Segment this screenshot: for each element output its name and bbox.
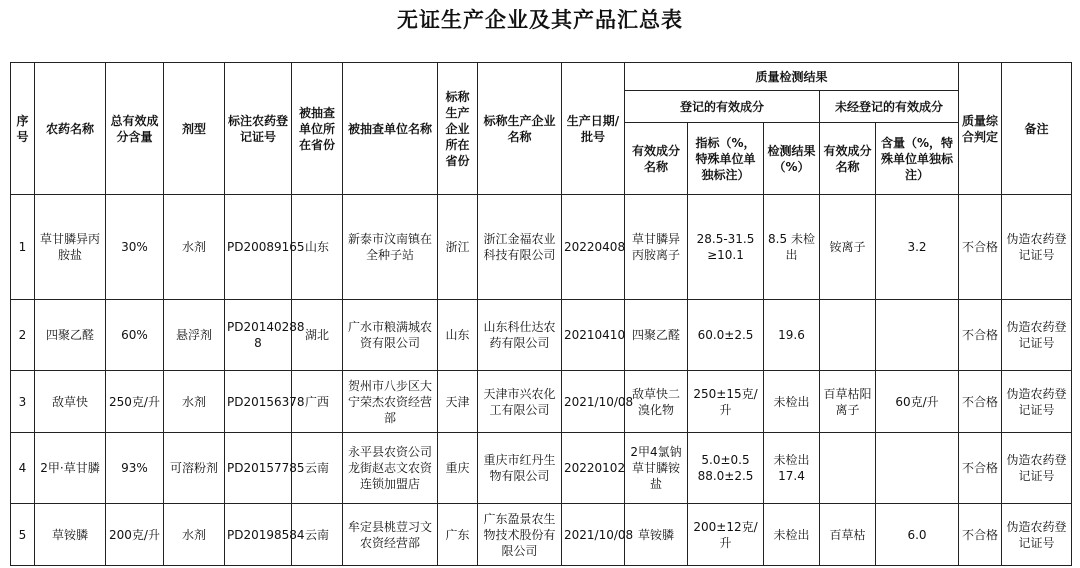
cell-seq: 4	[11, 433, 35, 504]
header-reg-no: 标注农药登记证号	[225, 63, 292, 195]
header-total-content: 总有效成分含量	[106, 63, 164, 195]
cell-mfr-name: 浙江金福农业科技有限公司	[478, 195, 562, 300]
cell-total-content: 200克/升	[106, 504, 164, 566]
cell-seq: 3	[11, 371, 35, 433]
cell-seq: 5	[11, 504, 35, 566]
cell-test-result: 未检出	[764, 504, 820, 566]
table-header	[11, 63, 1072, 195]
cell-spec: 250±15克/升	[688, 371, 764, 433]
cell-formulation: 水剂	[164, 371, 225, 433]
cell-seq: 2	[11, 300, 35, 371]
cell-mfr-province: 浙江	[438, 195, 478, 300]
header-spec: 指标（%，特殊单位单独标注）	[688, 123, 764, 195]
cell-date-batch: 20210410	[562, 300, 625, 371]
header-seq: 序号	[11, 63, 35, 195]
cell-overall: 不合格	[959, 433, 1002, 504]
cell-reg-no: PD20089165	[225, 195, 292, 300]
cell-total-content: 93%	[106, 433, 164, 504]
header-pesticide: 农药名称	[35, 63, 106, 195]
cell-ingredient: 草铵膦	[625, 504, 688, 566]
header-remark: 备注	[1002, 63, 1072, 195]
cell-unreg-ingredient	[820, 300, 876, 371]
cell-mfr-name: 重庆市红丹生物有限公司	[478, 433, 562, 504]
cell-unreg-content: 6.0	[876, 504, 959, 566]
header-test-result: 检测结果（%）	[764, 123, 820, 195]
cell-ingredient: 敌草快二溴化物	[625, 371, 688, 433]
header-unreg-ingredient: 有效成分名称	[820, 123, 876, 195]
cell-ingredient: 草甘膦异丙胺离子	[625, 195, 688, 300]
cell-mfr-province: 重庆	[438, 433, 478, 504]
cell-formulation: 可溶粉剂	[164, 433, 225, 504]
cell-remark: 伪造农药登记证号	[1002, 371, 1072, 433]
cell-unreg-ingredient: 百草枯	[820, 504, 876, 566]
cell-unreg-content	[876, 433, 959, 504]
header-registered: 登记的有效成分	[625, 91, 820, 123]
cell-test-result: 8.5 未检出	[764, 195, 820, 300]
cell-province: 湖北	[292, 300, 343, 371]
cell-unit-name: 永平县农资公司龙街赵志文农资连锁加盟店	[343, 433, 438, 504]
cell-unit-name: 贺州市八步区大宁荣杰农资经营部	[343, 371, 438, 433]
table-row	[11, 504, 1072, 566]
cell-mfr-province: 天津	[438, 371, 478, 433]
cell-unreg-ingredient: 百草枯阳离子	[820, 371, 876, 433]
cell-province: 云南	[292, 504, 343, 566]
cell-ingredient: 四聚乙醛	[625, 300, 688, 371]
cell-date-batch: 2021/10/08	[562, 371, 625, 433]
cell-province: 广西	[292, 371, 343, 433]
cell-total-content: 60%	[106, 300, 164, 371]
cell-formulation: 悬浮剂	[164, 300, 225, 371]
cell-unreg-ingredient	[820, 433, 876, 504]
cell-overall: 不合格	[959, 195, 1002, 300]
cell-unreg-content: 3.2	[876, 195, 959, 300]
summary-table	[10, 62, 1072, 566]
cell-test-result: 未检出	[764, 371, 820, 433]
header-date-batch: 生产日期/批号	[562, 63, 625, 195]
cell-formulation: 水剂	[164, 195, 225, 300]
cell-reg-no: PD20198584	[225, 504, 292, 566]
cell-pesticide: 四聚乙醛	[35, 300, 106, 371]
cell-pesticide: 敌草快	[35, 371, 106, 433]
header-overall: 质量综合判定	[959, 63, 1002, 195]
cell-province: 山东	[292, 195, 343, 300]
cell-date-batch: 20220408	[562, 195, 625, 300]
header-mfr-name: 标称生产企业名称	[478, 63, 562, 195]
cell-unreg-content: 60克/升	[876, 371, 959, 433]
header-province: 被抽查单位所在省份	[292, 63, 343, 195]
cell-spec: 5.0±0.5 88.0±2.5	[688, 433, 764, 504]
cell-test-result: 19.6	[764, 300, 820, 371]
header-unit-name: 被抽查单位名称	[343, 63, 438, 195]
cell-remark: 伪造农药登记证号	[1002, 195, 1072, 300]
cell-spec: 60.0±2.5	[688, 300, 764, 371]
cell-remark: 伪造农药登记证号	[1002, 433, 1072, 504]
cell-mfr-name: 广东盈景农生物技术股份有限公司	[478, 504, 562, 566]
cell-formulation: 水剂	[164, 504, 225, 566]
cell-pesticide: 草甘膦异丙胺盐	[35, 195, 106, 300]
cell-mfr-province: 广东	[438, 504, 478, 566]
cell-test-result: 未检出 17.4	[764, 433, 820, 504]
cell-pesticide: 2甲·草甘膦	[35, 433, 106, 504]
header-quality-results: 质量检测结果	[625, 63, 959, 91]
header-unreg-content: 含量（%，特殊单位单独标注）	[876, 123, 959, 195]
cell-total-content: 250克/升	[106, 371, 164, 433]
cell-overall: 不合格	[959, 504, 1002, 566]
cell-pesticide: 草铵膦	[35, 504, 106, 566]
cell-seq: 1	[11, 195, 35, 300]
cell-unit-name: 广水市粮满城农资有限公司	[343, 300, 438, 371]
header-mfr-province: 标称生产企业所在省份	[438, 63, 478, 195]
cell-spec: 28.5-31.5 ≥10.1	[688, 195, 764, 300]
page-title: 无证生产企业及其产品汇总表	[397, 8, 683, 32]
table-row	[11, 433, 1072, 504]
cell-ingredient: 2甲4氯钠 草甘膦铵盐	[625, 433, 688, 504]
header-formulation: 剂型	[164, 63, 225, 195]
cell-province: 云南	[292, 433, 343, 504]
cell-mfr-name: 山东科仕达农药有限公司	[478, 300, 562, 371]
header-unregistered: 未经登记的有效成分	[820, 91, 959, 123]
cell-reg-no: PD20140288 8	[225, 300, 292, 371]
cell-spec: 200±12克/升	[688, 504, 764, 566]
table-row	[11, 300, 1072, 371]
cell-total-content: 30%	[106, 195, 164, 300]
cell-mfr-name: 天津市兴农化工有限公司	[478, 371, 562, 433]
table-row	[11, 371, 1072, 433]
cell-remark: 伪造农药登记证号	[1002, 504, 1072, 566]
cell-date-batch: 2021/10/08	[562, 504, 625, 566]
cell-overall: 不合格	[959, 371, 1002, 433]
cell-date-batch: 20220102	[562, 433, 625, 504]
cell-remark: 伪造农药登记证号	[1002, 300, 1072, 371]
cell-unit-name: 牟定县桃荳习文农资经营部	[343, 504, 438, 566]
cell-mfr-province: 山东	[438, 300, 478, 371]
table-row	[11, 195, 1072, 300]
cell-unreg-content	[876, 300, 959, 371]
cell-reg-no: PD20156378	[225, 371, 292, 433]
header-ingredient: 有效成分名称	[625, 123, 688, 195]
cell-unit-name: 新泰市汶南镇在全种子站	[343, 195, 438, 300]
cell-overall: 不合格	[959, 300, 1002, 371]
cell-unreg-ingredient: 铵离子	[820, 195, 876, 300]
cell-reg-no: PD20157785	[225, 433, 292, 504]
